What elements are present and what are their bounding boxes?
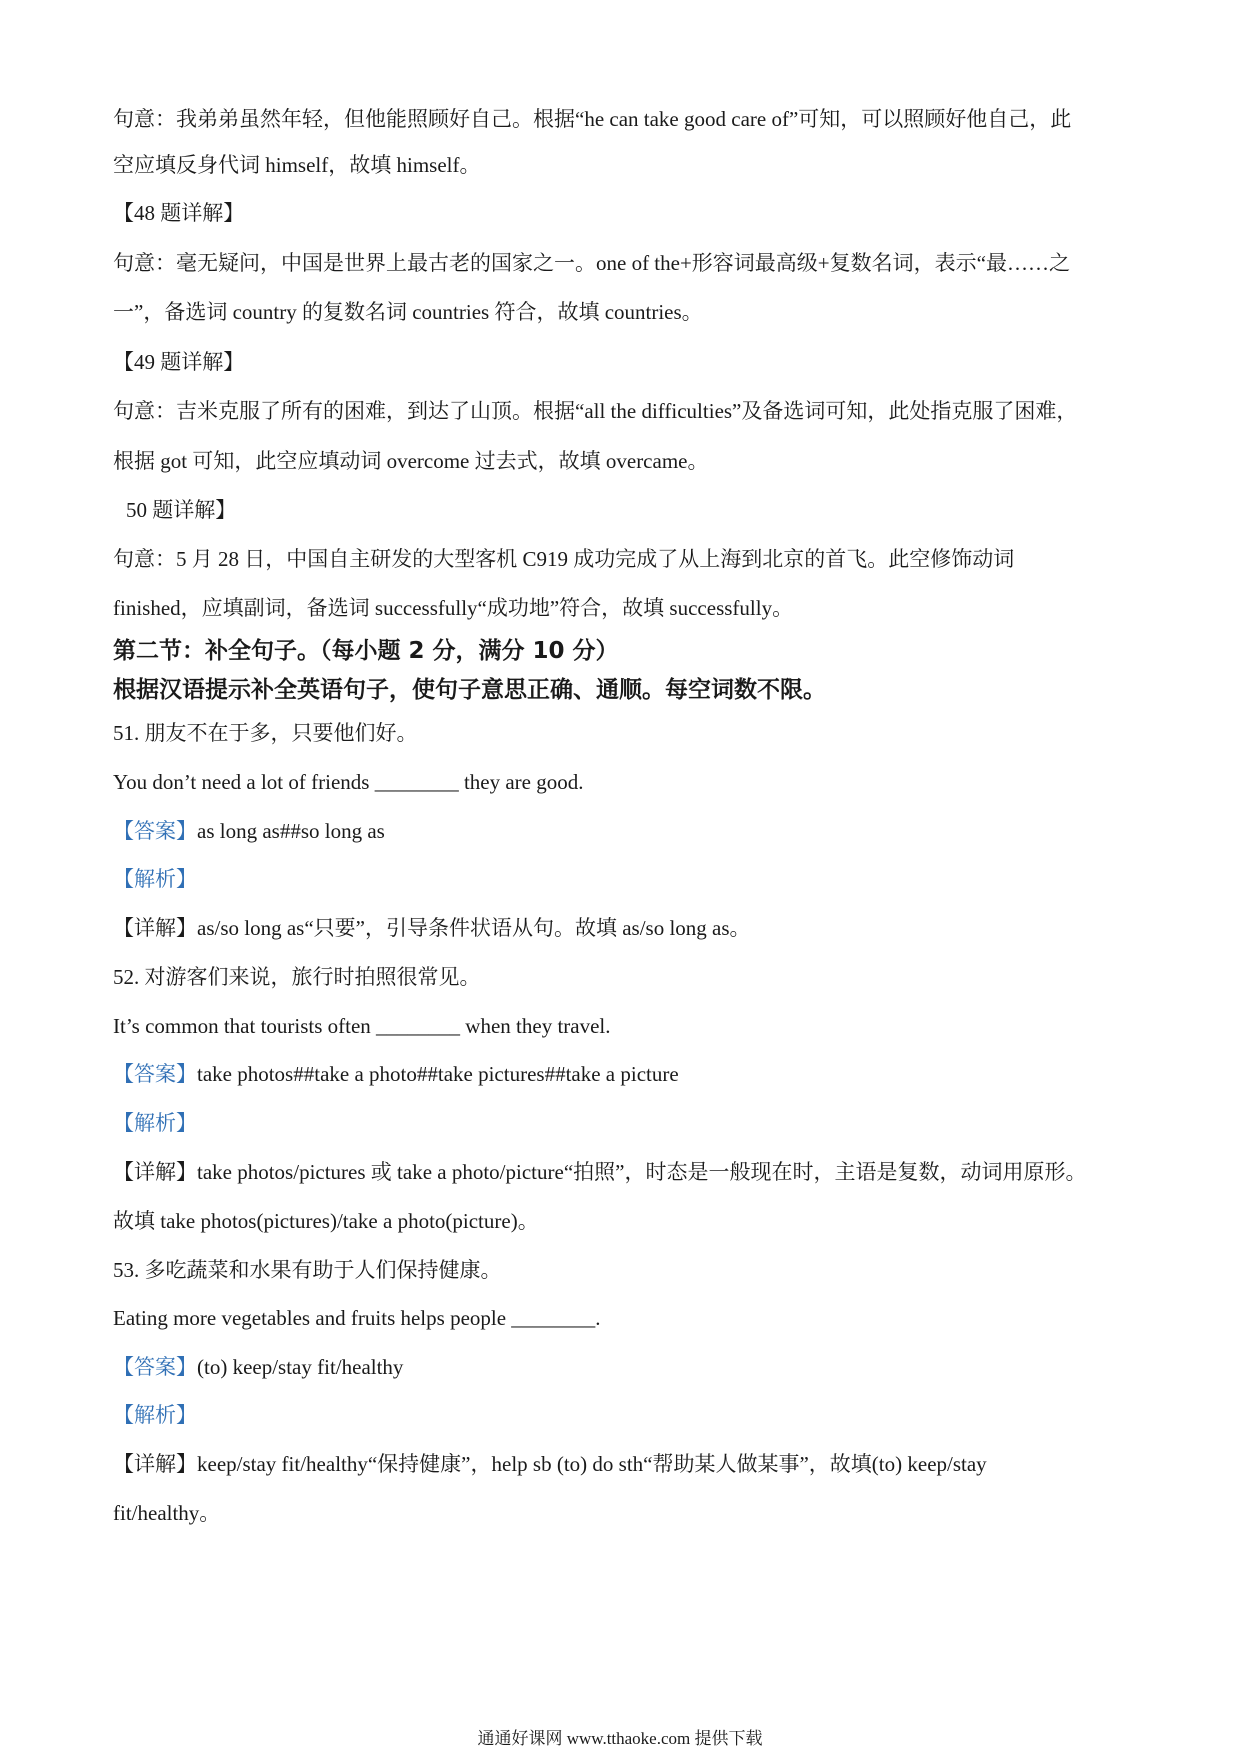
question-53: 53. 多吃蔬菜和水果有助于人们保持健康。 xyxy=(113,1258,502,1282)
analysis-tag: 【解析】 xyxy=(113,1111,197,1135)
detail-51: 【详解】as/so long as“只要”，引导条件状语从句。故填 as/so long as。 xyxy=(113,916,751,940)
answer-tag: 【答案】 xyxy=(113,1355,197,1379)
question-51: 51. 朋友不在于多，只要他们好。 xyxy=(113,721,418,745)
analysis-tag: 【解析】 xyxy=(113,1403,197,1427)
answer-53 xyxy=(113,1352,1133,1382)
text-line: finished，应填副词，备选词 successfully“成功地”符合，故填 successfully。 xyxy=(113,596,794,620)
text-line: 故填 take photos(pictures)/take a photo(picture)。 xyxy=(113,1209,539,1233)
text-line: 句意：我弟弟虽然年轻，但他能照顾好自己。根据“he can take good care of”可知，可以照顾好他自己，此 xyxy=(113,107,1072,131)
analysis-tag: 【解析】 xyxy=(113,867,197,891)
answer-tag: 【答案】 xyxy=(113,819,197,843)
text-line: fit/healthy。 xyxy=(113,1501,221,1525)
section-heading-50: 50 题详解】 xyxy=(126,498,237,522)
text-line: 根据 got 可知，此空应填动词 overcome 过去式，故填 overcame。 xyxy=(113,449,709,473)
answer-text: take photos##take a photo##take pictures##take a picture xyxy=(197,1062,679,1086)
question-51-sentence: You don’t need a lot of friends ________ they are good. xyxy=(113,770,584,794)
detail-52: 【详解】take photos/pictures 或 take a photo/picture“拍照”，时态是一般现在时，主语是复数，动词用原形。 xyxy=(113,1160,1087,1184)
text-line: 空应填反身代词 himself，故填 himself。 xyxy=(113,153,481,177)
answer-52 xyxy=(113,1059,1133,1089)
question-52-sentence: It’s common that tourists often ________ when they travel. xyxy=(113,1014,611,1038)
section-instructions: 根据汉语提示补全英语句子，使句子意思正确、通顺。每空词数不限。 xyxy=(113,677,826,703)
text-line: 一”，备选词 country 的复数名词 countries 符合，故填 countries。 xyxy=(113,300,703,324)
answer-text: as long as##so long as xyxy=(197,819,385,843)
section-heading-49: 【49 题详解】 xyxy=(113,350,245,374)
text-line: 句意：毫无疑问，中国是世界上最古老的国家之一。one of the+形容词最高级+复数名词，表示“最……之 xyxy=(113,251,1070,275)
question-53-sentence: Eating more vegetables and fruits helps people ________. xyxy=(113,1306,601,1330)
section-heading-48: 【48 题详解】 xyxy=(113,201,245,225)
text-line: 句意：吉米克服了所有的困难，到达了山顶。根据“all the difficulties”及备选词可知，此处指克服了困难， xyxy=(113,399,1078,423)
question-52: 52. 对游客们来说，旅行时拍照很常见。 xyxy=(113,965,481,989)
section-title: 第二节：补全句子。（每小题 2 分，满分 10 分） xyxy=(113,638,619,664)
page-footer: 通通好课网 www.tthaoke.com 提供下载 xyxy=(477,1729,763,1748)
answer-51 xyxy=(113,816,1133,846)
answer-tag: 【答案】 xyxy=(113,1062,197,1086)
text-line: 句意：5 月 28 日，中国自主研发的大型客机 C919 成功完成了从上海到北京的首飞。此空修饰动词 xyxy=(113,547,1015,571)
detail-53: 【详解】keep/stay fit/healthy“保持健康”，help sb (to) do sth“帮助某人做某事”，故填(to) keep/stay xyxy=(113,1452,987,1476)
answer-text: (to) keep/stay fit/healthy xyxy=(197,1355,404,1379)
